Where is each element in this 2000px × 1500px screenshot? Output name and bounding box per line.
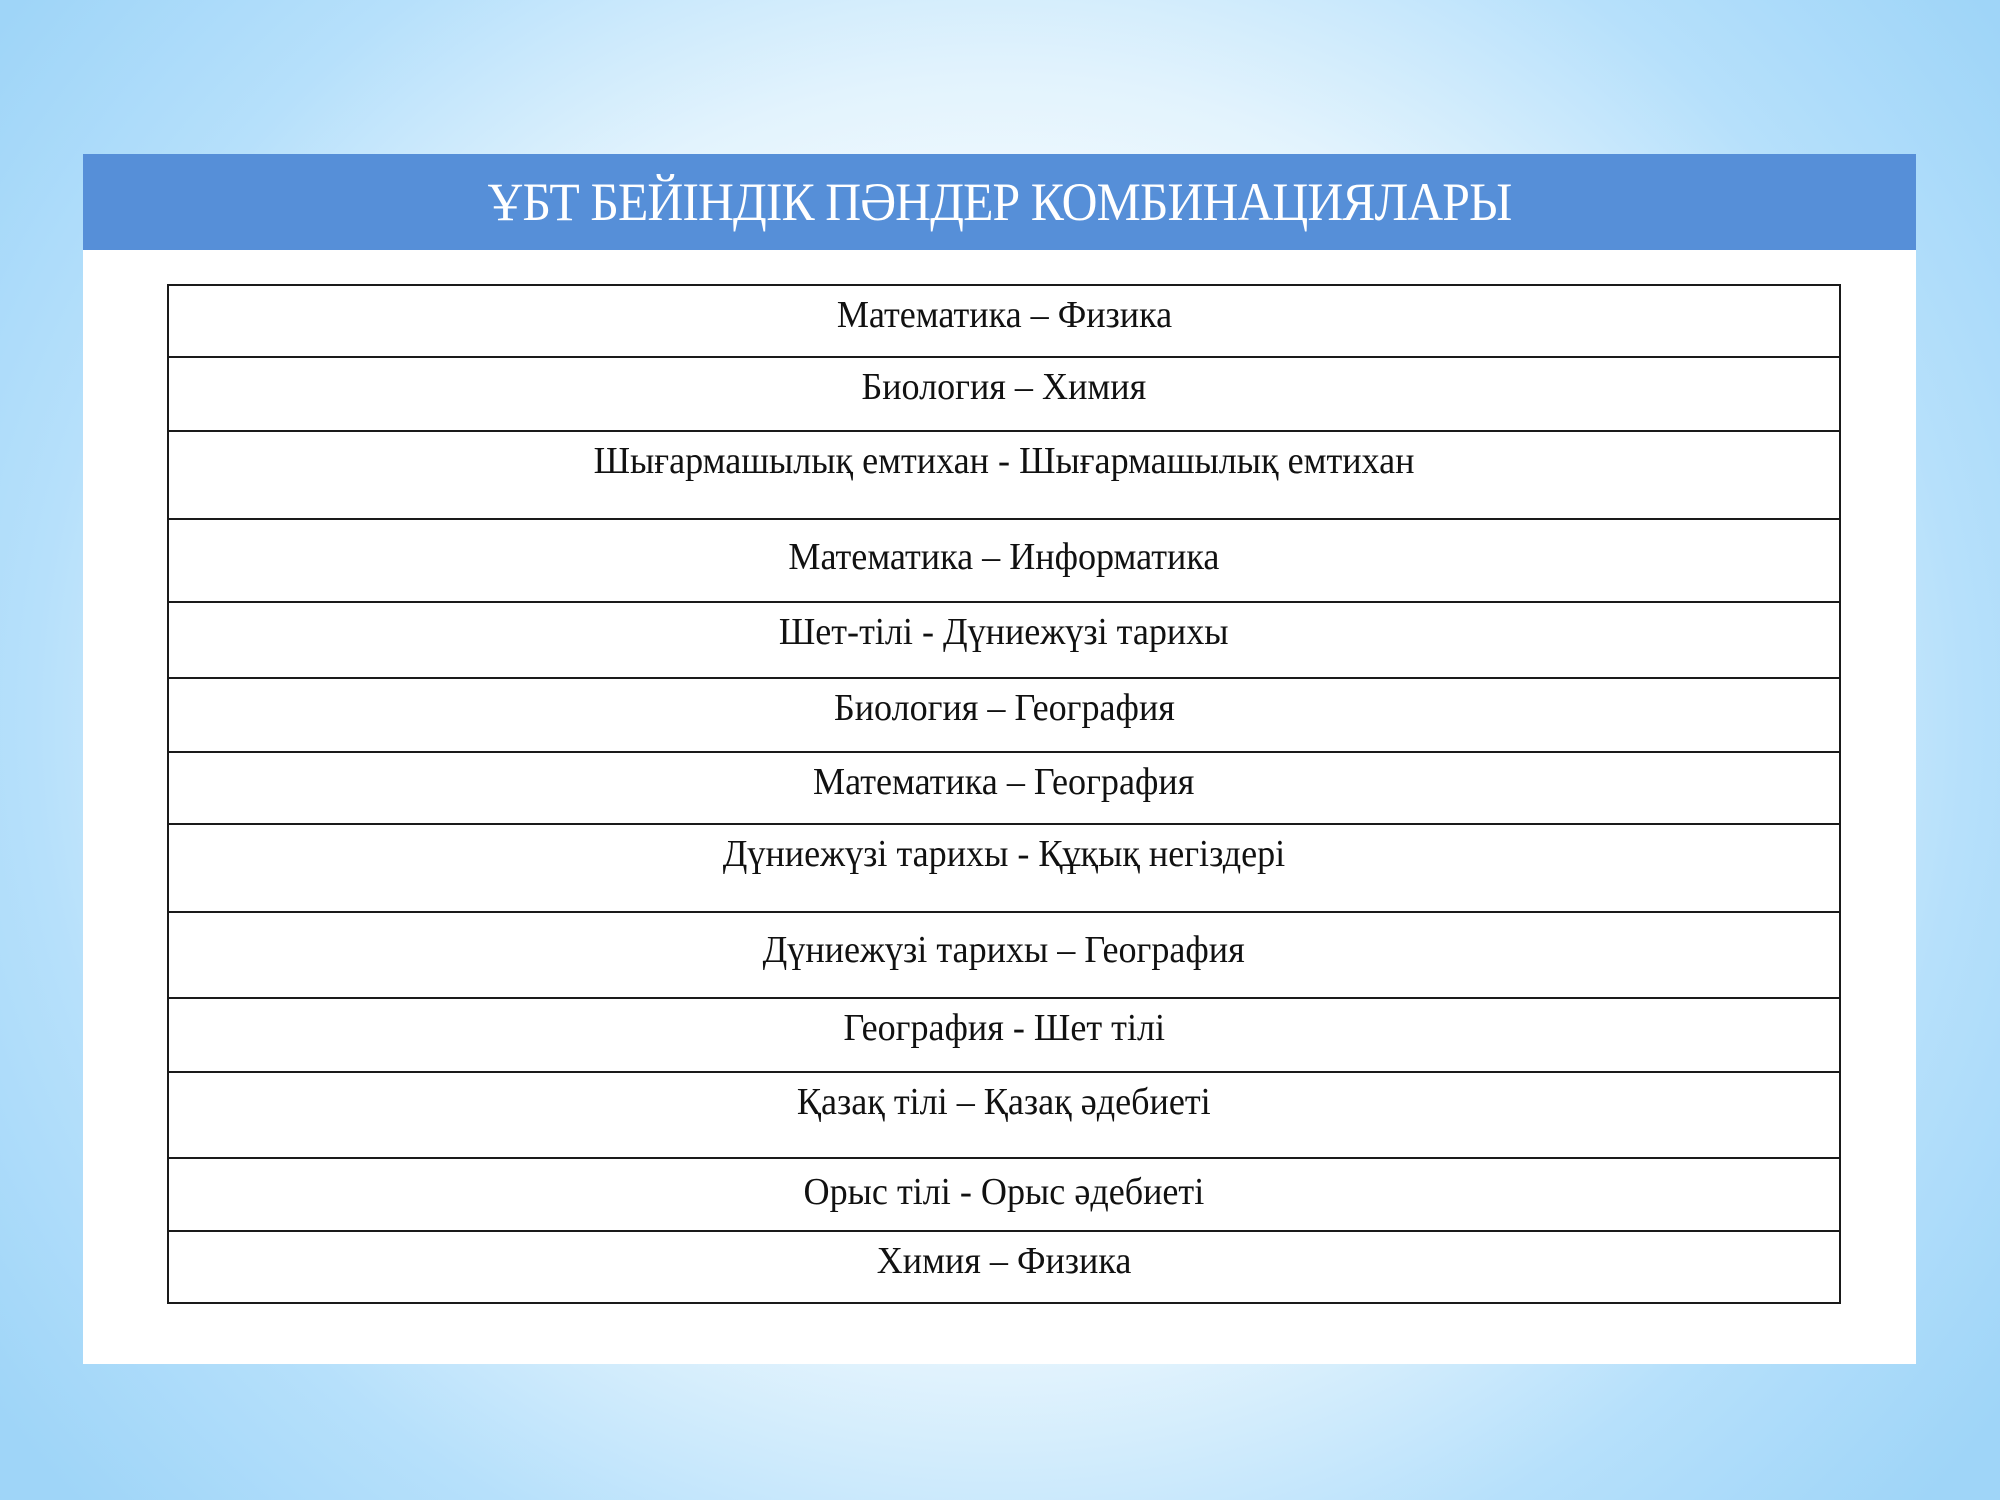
combination-text: Дүниежүзі тарихы – География bbox=[762, 929, 1246, 971]
table-cell bbox=[168, 285, 1840, 357]
combination-text: Орыс тілі - Орыс әдебиеті bbox=[803, 1171, 1205, 1213]
table-row bbox=[168, 752, 1840, 824]
table-cell bbox=[168, 1158, 1840, 1231]
table-cell bbox=[168, 912, 1840, 998]
table-row bbox=[168, 1072, 1840, 1158]
combination-text: Дүниежүзі тарихы - Құқық негіздері bbox=[722, 833, 1286, 875]
table-cell bbox=[168, 1072, 1840, 1158]
slide-panel bbox=[83, 154, 1916, 1364]
table-row bbox=[168, 998, 1840, 1072]
combination-text: Математика – Физика bbox=[836, 294, 1172, 336]
table-row bbox=[168, 1231, 1840, 1303]
table-cell bbox=[168, 678, 1840, 752]
table-row bbox=[168, 285, 1840, 357]
table-cell bbox=[168, 1231, 1840, 1303]
table-row bbox=[168, 357, 1840, 431]
combination-text: Химия – Физика bbox=[876, 1240, 1132, 1282]
combination-text: Биология – География bbox=[833, 687, 1175, 729]
table-cell bbox=[168, 752, 1840, 824]
table-row bbox=[168, 431, 1840, 519]
table-cell bbox=[168, 602, 1840, 678]
table-cell bbox=[168, 824, 1840, 912]
combinations-table bbox=[167, 284, 1841, 1304]
table-row bbox=[168, 824, 1840, 912]
table-row bbox=[168, 602, 1840, 678]
combination-text: География - Шет тілі bbox=[843, 1007, 1165, 1049]
table-cell bbox=[168, 998, 1840, 1072]
title-bar bbox=[83, 154, 1916, 250]
table-row bbox=[168, 519, 1840, 602]
combination-text: Шет-тілі - Дүниежүзі тарихы bbox=[779, 611, 1229, 653]
table-row bbox=[168, 1158, 1840, 1231]
combination-text: Математика – География bbox=[813, 761, 1195, 803]
table-cell bbox=[168, 431, 1840, 519]
table-row bbox=[168, 912, 1840, 998]
table-cell bbox=[168, 357, 1840, 431]
table-cell bbox=[168, 519, 1840, 602]
combination-text: Қазақ тілі – Қазақ әдебиеті bbox=[797, 1081, 1211, 1123]
combination-text: Математика – Информатика bbox=[788, 536, 1220, 578]
combination-text: Шығармашылық емтихан - Шығармашылық емтихан bbox=[593, 440, 1415, 482]
slide-title: ҰБТ БЕЙІНДІК ПӘНДЕР КОМБИНАЦИЯЛАРЫ bbox=[487, 172, 1512, 232]
combination-text: Биология – Химия bbox=[861, 366, 1147, 408]
table-row bbox=[168, 678, 1840, 752]
